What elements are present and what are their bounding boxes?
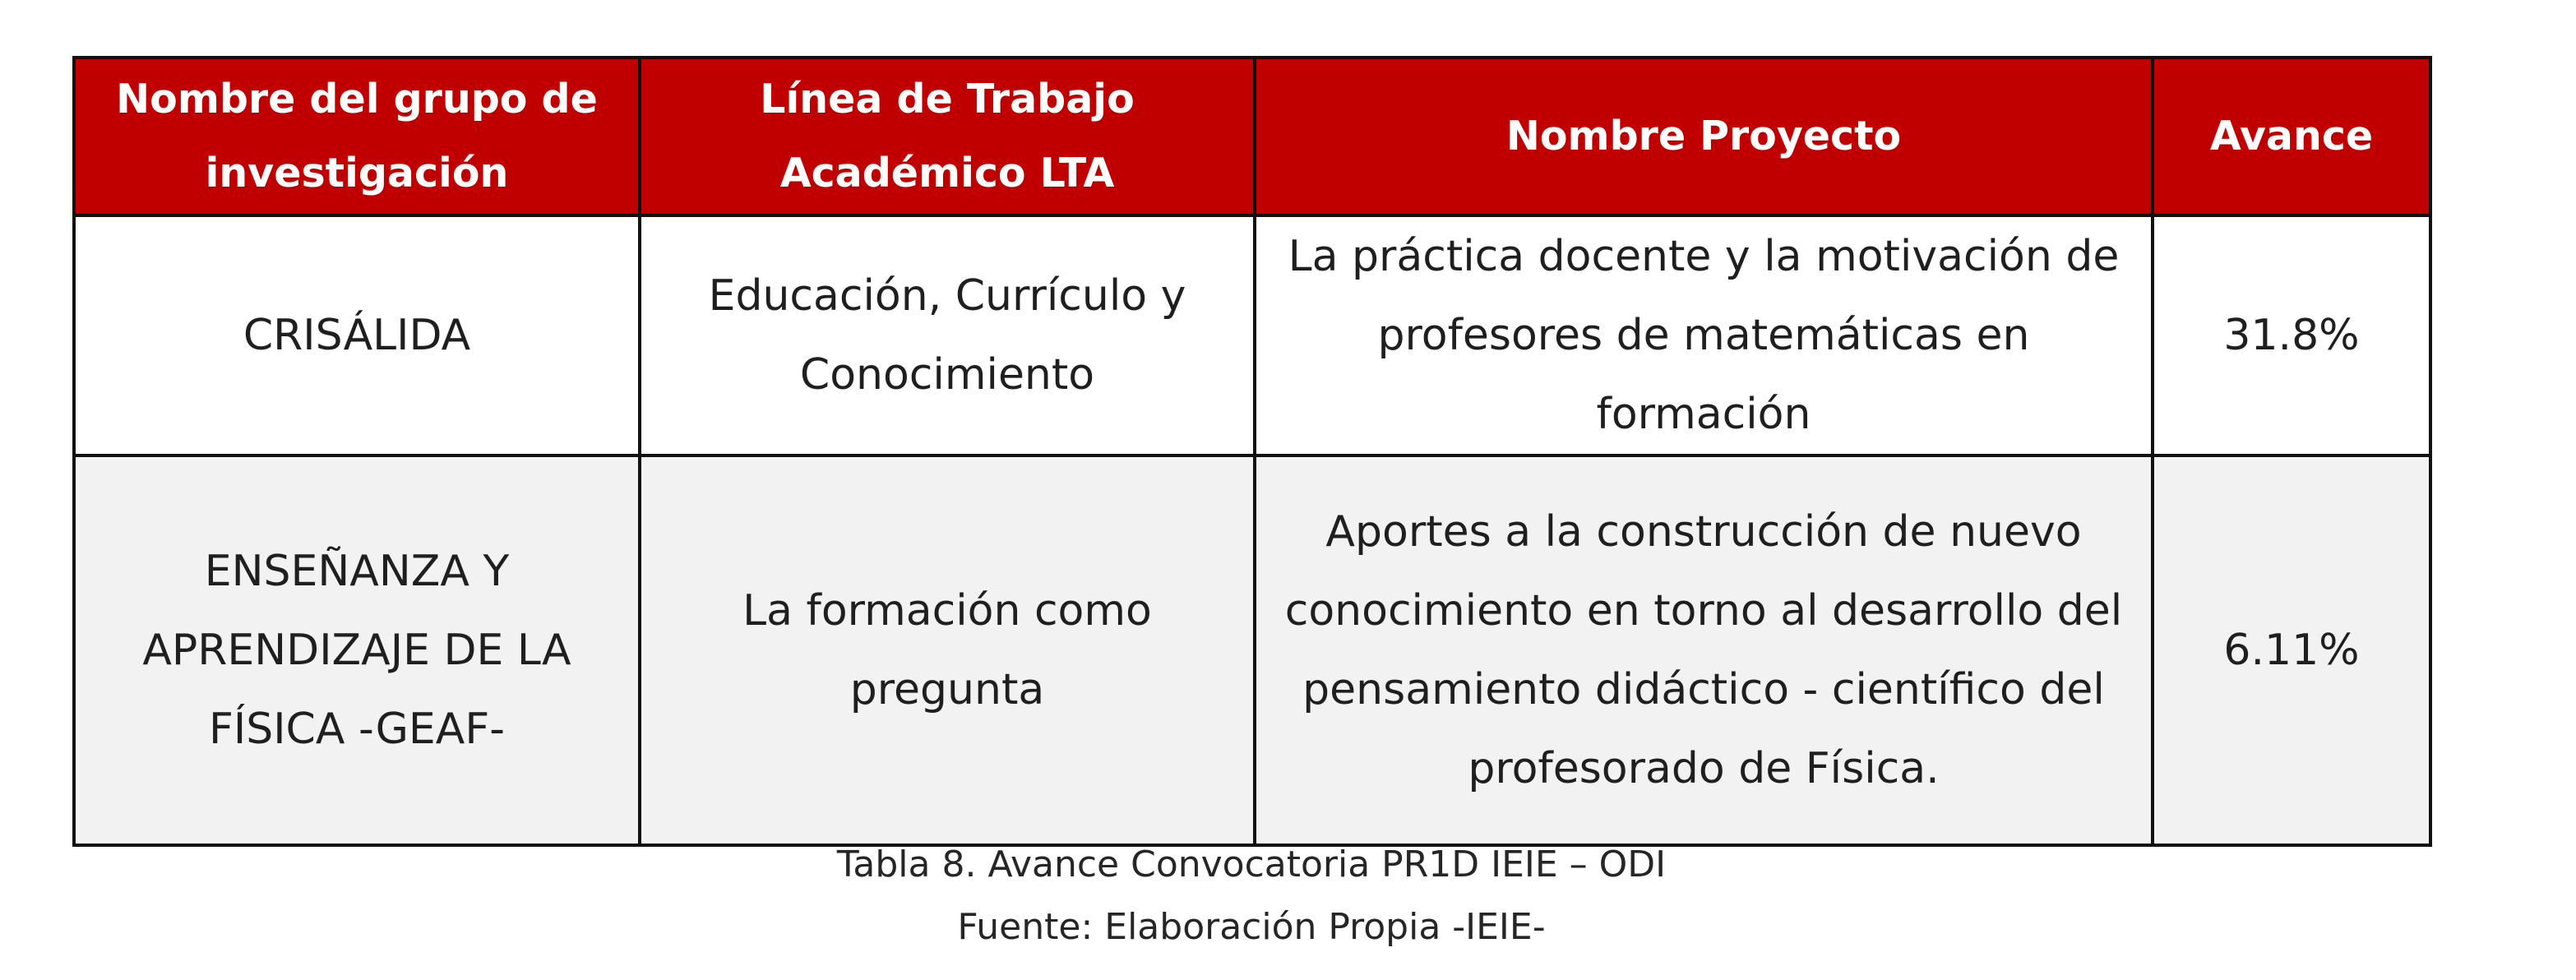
cell-progress: 31.8% [2153,215,2430,455]
table-source: Fuente: Elaboración Propia -IEIE- [957,906,1546,948]
header-work-line: Línea de Trabajo Académico LTA [640,58,1255,215]
table-row [74,455,2430,845]
progress-table [72,56,2432,847]
header-progress: Avance [2153,58,2430,215]
cell-work-line: Educación, Currículo y Conocimiento [640,215,1255,455]
table-row [74,215,2430,455]
cell-progress: 6.11% [2153,455,2430,845]
cell-research-group: ENSEÑANZA Y APRENDIZAJE DE LA FÍSICA -GEAF- [74,455,640,845]
cell-work-line: La formación como pregunta [640,455,1255,845]
table-header-row [74,58,2430,215]
header-research-group: Nombre del grupo de investigación [74,58,640,215]
cell-project-name: Aportes a la construcción de nuevo conocimiento en torno al desarrollo del pensamiento didáctico - científico del profesorado de Física. [1255,455,2153,845]
header-project-name: Nombre Proyecto [1255,58,2153,215]
table-caption: Tabla 8. Avance Convocatoria PR1D IEIE – ODI [836,844,1667,885]
cell-project-name: La práctica docente y la motivación de profesores de matemáticas en formación [1255,215,2153,455]
cell-research-group: CRISÁLIDA [74,215,640,455]
